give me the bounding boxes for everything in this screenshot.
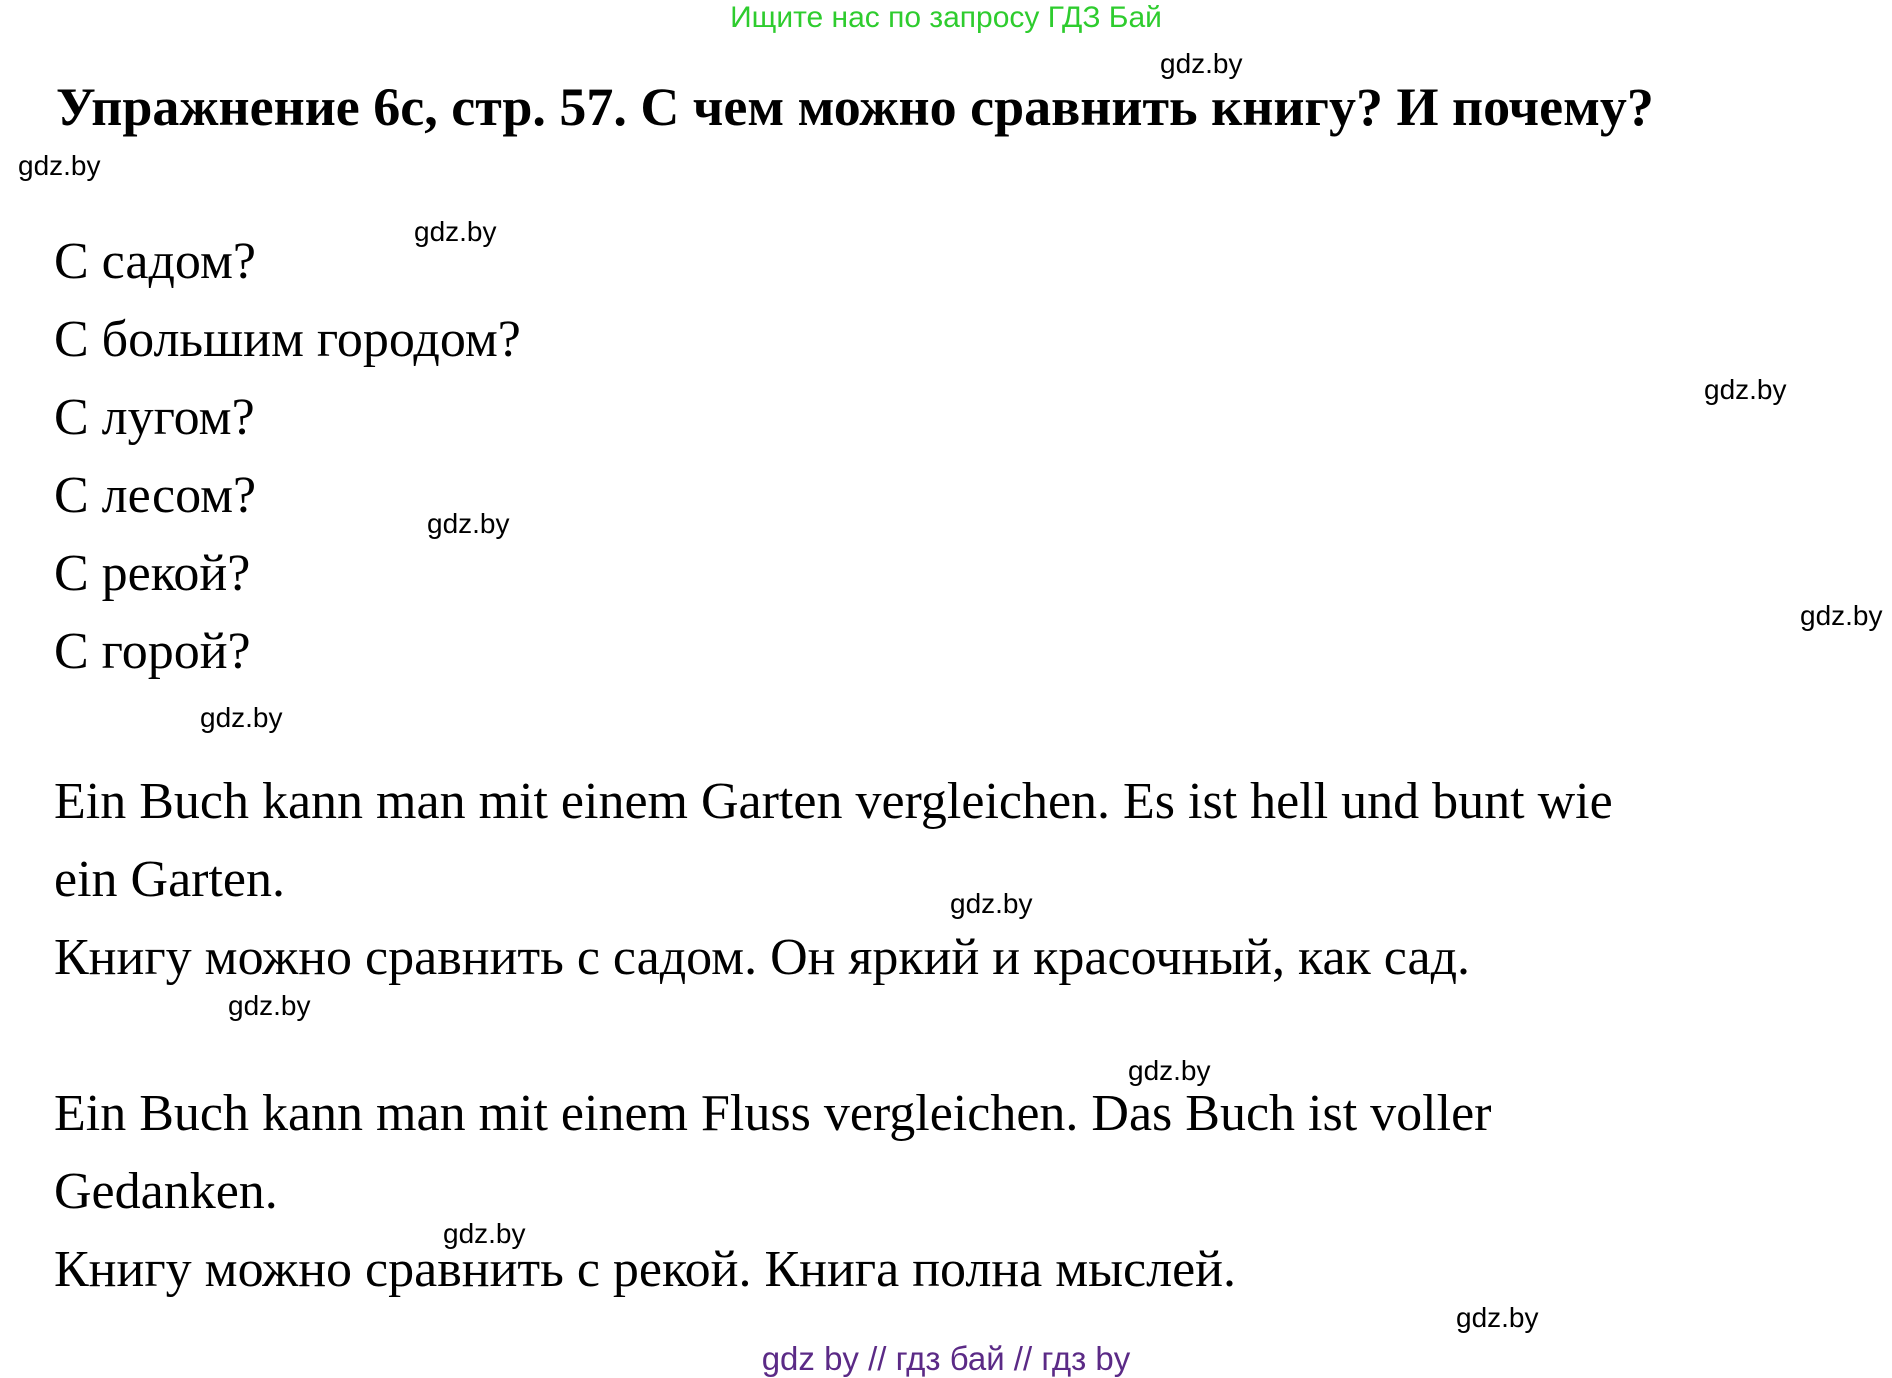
question-river: С рекой? xyxy=(54,545,251,602)
watermark: gdz.by xyxy=(950,888,1033,919)
question-meadow: С лугом? xyxy=(54,389,255,446)
top-banner: Ищите нас по запросу ГДЗ Бай xyxy=(730,1,1162,34)
watermark: gdz.by xyxy=(414,216,497,247)
watermark: gdz.by xyxy=(1160,48,1243,79)
question-mountain: С горой? xyxy=(54,623,251,680)
watermark: gdz.by xyxy=(18,150,101,181)
watermark: gdz.by xyxy=(1800,600,1883,631)
watermark: gdz.by xyxy=(200,702,283,733)
answer-2-russian: Книгу можно сравнить с рекой. Книга полна мыслей. xyxy=(54,1241,1236,1298)
page-title: Упражнение 6c, стр. 57. С чем можно сравнить книгу? И почему? xyxy=(56,77,1654,137)
watermark: gdz.by xyxy=(427,508,510,539)
watermark: gdz.by xyxy=(1704,374,1787,405)
footer-links: gdz by // гдз бай // гдз by xyxy=(761,1340,1131,1377)
answer-1-german-line-2: ein Garten. xyxy=(54,851,286,908)
watermark: gdz.by xyxy=(228,990,311,1021)
question-forest: С лесом? xyxy=(54,467,257,524)
question-garden: С садом? xyxy=(54,233,256,290)
question-city: С большим городом? xyxy=(54,311,521,368)
watermark: gdz.by xyxy=(1128,1055,1211,1086)
answer-1-german-line-1: Ein Buch kann man mit einem Garten vergleichen. Es ist hell und bunt wie xyxy=(54,773,1613,830)
watermark: gdz.by xyxy=(443,1218,526,1249)
watermark: gdz.by xyxy=(1456,1302,1539,1333)
answer-2-german-line-1: Ein Buch kann man mit einem Fluss vergleichen. Das Buch ist voller xyxy=(54,1085,1492,1142)
answer-1-russian: Книгу можно сравнить с садом. Он яркий и красочный, как сад. xyxy=(54,929,1471,986)
answer-2-german-line-2: Gedanken. xyxy=(54,1163,278,1220)
